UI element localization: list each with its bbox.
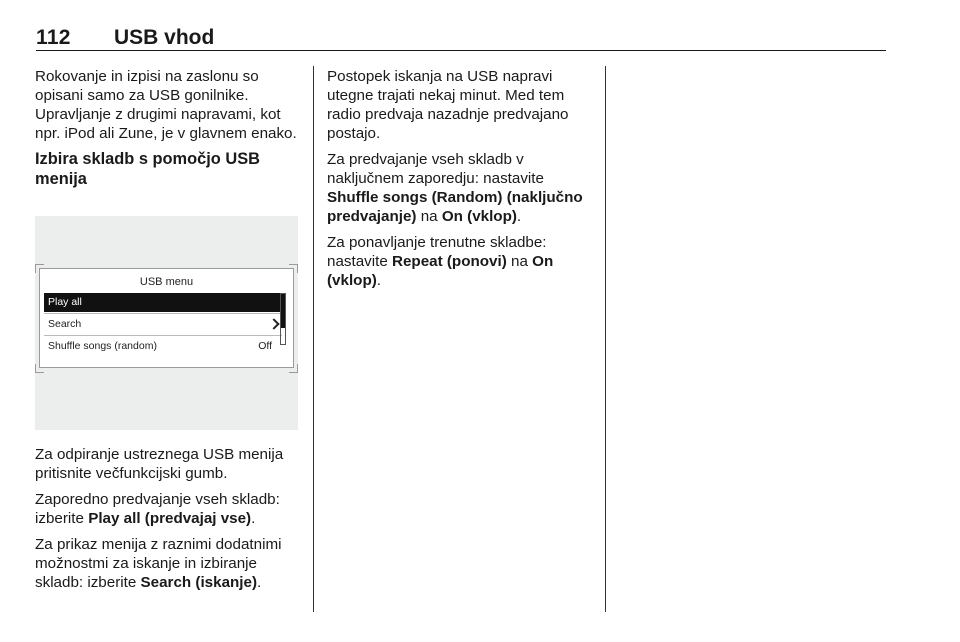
- corner-mark: [289, 264, 298, 273]
- column-divider-left: [313, 66, 314, 612]
- header-rule: [36, 50, 886, 51]
- menu-item-label: Search: [48, 318, 82, 330]
- intro-paragraph: Rokovanje in izpisi na zaslonu so opisani samo za USB gonilnike. Upravljanje z drugimi napravami, kot npr. iPod ali Zune, je v glavnem enako.: [35, 68, 297, 142]
- screen-title: USB menu: [139, 276, 194, 288]
- corner-mark: [35, 264, 44, 273]
- open-menu-paragraph: Za odpiranje ustreznega USB menija pritisnite večfunkcijski gumb.: [35, 446, 284, 482]
- search-paragraph: Za prikaz menija z raznimi dodatnimi možnostmi za iskanje in izbiranje skladb: izberite Search (iskanje).: [35, 536, 282, 591]
- corner-mark: [35, 364, 44, 373]
- menu-item-search[interactable]: [44, 315, 282, 334]
- section-heading: Izbira skladb s pomočjo USB menija: [35, 150, 260, 188]
- usb-menu-screen: [39, 268, 294, 368]
- search-duration-paragraph: Postopek iskanja na USB napravi utegne trajati nekaj minut. Med tem radio predvaja nazadnje predvajano postajo.: [327, 68, 569, 142]
- menu-item-label: Play all: [48, 296, 82, 308]
- menu-item-value: Off: [258, 340, 272, 352]
- usb-menu-figure: [35, 216, 298, 430]
- repeat-paragraph: Za ponavljanje trenutne skladbe: nastavite Repeat (ponovi) na On (vklop).: [327, 234, 554, 289]
- left-column: [35, 67, 305, 189]
- menu-item-shuffle[interactable]: [44, 337, 282, 356]
- page-title: USB vhod: [114, 26, 215, 49]
- middle-column: [327, 67, 597, 297]
- page-number: 112: [36, 26, 71, 49]
- shuffle-paragraph: Za predvajanje vseh skladb v naključnem zaporedju: nastavite Shuffle songs (Random) (naključno predvajanje) na On (vklop).: [327, 151, 583, 225]
- scrollbar-thumb[interactable]: [281, 294, 285, 328]
- play-all-paragraph: Zaporedno predvajanje vseh skladb: izberite Play all (predvajaj vse).: [35, 491, 280, 527]
- left-column-lower: [35, 445, 305, 599]
- chevron-right-icon: [268, 318, 279, 329]
- menu-item-play-all[interactable]: [44, 293, 282, 312]
- menu-separator: [44, 335, 282, 336]
- menu-separator: [44, 313, 282, 314]
- column-divider-right: [605, 66, 606, 612]
- corner-mark: [289, 364, 298, 373]
- menu-item-label: Shuffle songs (random): [48, 340, 157, 352]
- menu-scrollbar[interactable]: [280, 293, 286, 345]
